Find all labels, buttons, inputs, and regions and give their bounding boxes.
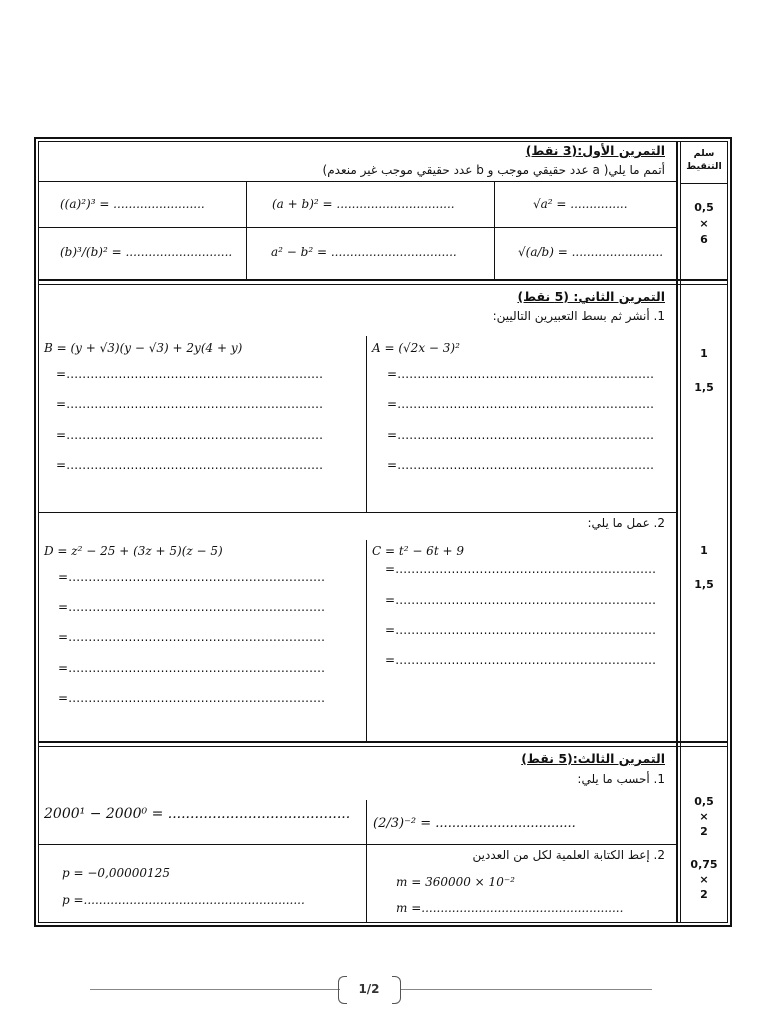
ex3-m-answer-line[interactable]: m =.....................................................	[396, 901, 624, 915]
ex2-score-b2: 1,5	[694, 578, 714, 591]
ex3-score-a-times: ×	[699, 810, 709, 823]
ex1-score-count: 6	[700, 233, 708, 246]
ex1-intro: أتمم ما يلي( a عدد حقيقي موجب و b عدد حقيقي موجب غير منعدم)	[322, 163, 665, 177]
ex2-d-line-1[interactable]: =................................................................	[58, 570, 326, 584]
page-number: 1/2	[358, 982, 380, 996]
ex2-score-a1: 1	[700, 347, 708, 360]
ex2-question-2: 2. عمل ما يلي:	[587, 516, 665, 530]
ex3-m-definition: m = 360000 × 10⁻²	[396, 875, 515, 889]
ex1-difference-of-squares: a² − b² = .................................	[271, 245, 457, 259]
ex2-a-line-2[interactable]: =................................................................	[387, 397, 655, 411]
ex1-score-value: 0,5	[694, 201, 714, 214]
ex1-score-times: ×	[699, 217, 709, 230]
ex1-sqrt-a-over-b: √(a/b) = ........................	[518, 245, 664, 259]
ex2-d-line-2[interactable]: =................................................................	[58, 600, 326, 614]
ex3-score-b	[681, 857, 727, 902]
ex3-power-difference: 2000¹ − 2000⁰ = .........................................	[44, 806, 351, 822]
scale-header: سلم التنقيط	[686, 148, 722, 172]
ex1-score	[681, 200, 727, 248]
ex2-d-line-5[interactable]: =................................................................	[58, 691, 326, 705]
ex2-b-line-1[interactable]: =................................................................	[56, 367, 324, 381]
ex2-b-line-3[interactable]: =................................................................	[56, 428, 324, 442]
ex2-question-1: 1. أنشر ثم بسط التعبيرين التاليين:	[492, 309, 665, 323]
ex1-title: التمرين الأول:(3 نقط)	[525, 143, 665, 158]
ex2-d-line-3[interactable]: =................................................................	[58, 630, 326, 644]
ex3-question-2: 2. إعط الكتابة العلمية لكل من العددين	[472, 848, 665, 862]
ex3-title: التمرين الثالث:(5 نقط)	[521, 751, 665, 766]
ex2-c-line-2[interactable]: =.................................................................	[385, 593, 657, 607]
ex3-score-b-times: ×	[699, 873, 709, 886]
ex1-quotient-powers: (b)³/(b)² = ............................	[60, 245, 233, 259]
ex2-a-line-3[interactable]: =................................................................	[387, 428, 655, 442]
ex3-score-b-value: 0,75	[690, 858, 718, 871]
ex1-sqrt-a2: √a² = ...............	[533, 197, 628, 211]
ex2-c-line-1[interactable]: =.................................................................	[385, 562, 657, 576]
ex2-expression-d: D = z² − 25 + (3z + 5)(z − 5)	[44, 544, 223, 558]
ex1-power-of-power: ((a)²)³ = ........................	[60, 197, 205, 211]
ex2-score-a2: 1,5	[694, 381, 714, 394]
ex2-a-line-4[interactable]: =................................................................	[387, 458, 655, 472]
ex2-score-b1: 1	[700, 544, 708, 557]
ex2-c-line-4[interactable]: =.................................................................	[385, 653, 657, 667]
ex3-p-definition: p = −0,00000125	[62, 866, 170, 880]
ex3-score-b-count: 2	[700, 888, 708, 901]
footer-rule-left	[90, 989, 340, 990]
ex3-score-a	[681, 794, 727, 839]
footer-rule-right	[400, 989, 652, 990]
ex3-question-1: 1. أحسب ما يلي:	[577, 772, 665, 786]
ex2-title: التمرين الثاني: (5 نقط)	[517, 289, 665, 304]
ex2-b-line-4[interactable]: =................................................................	[56, 458, 324, 472]
ex2-b-line-2[interactable]: =................................................................	[56, 397, 324, 411]
ex2-c-line-3[interactable]: =.................................................................	[385, 623, 657, 637]
ex3-p-answer-line[interactable]: p =..........................................................	[62, 893, 305, 907]
ex2-expression-c: C = t² − 6t + 9	[372, 544, 464, 558]
ex2-expression-b: B = (y + √3)(y − √3) + 2y(4 + y)	[44, 341, 243, 355]
ex3-fraction-power: (2/3)⁻² = ..................................	[373, 816, 576, 831]
ex2-expression-a: A = (√2x − 3)²	[372, 341, 460, 355]
ex3-score-a-value: 0,5	[694, 795, 714, 808]
ex3-score-a-count: 2	[700, 825, 708, 838]
ex1-a-plus-b-squared: (a + b)² = ...............................	[272, 197, 455, 211]
ex2-d-line-4[interactable]: =................................................................	[58, 661, 326, 675]
footer-bracket-right	[392, 976, 401, 1004]
ex2-a-line-1[interactable]: =................................................................	[387, 367, 655, 381]
